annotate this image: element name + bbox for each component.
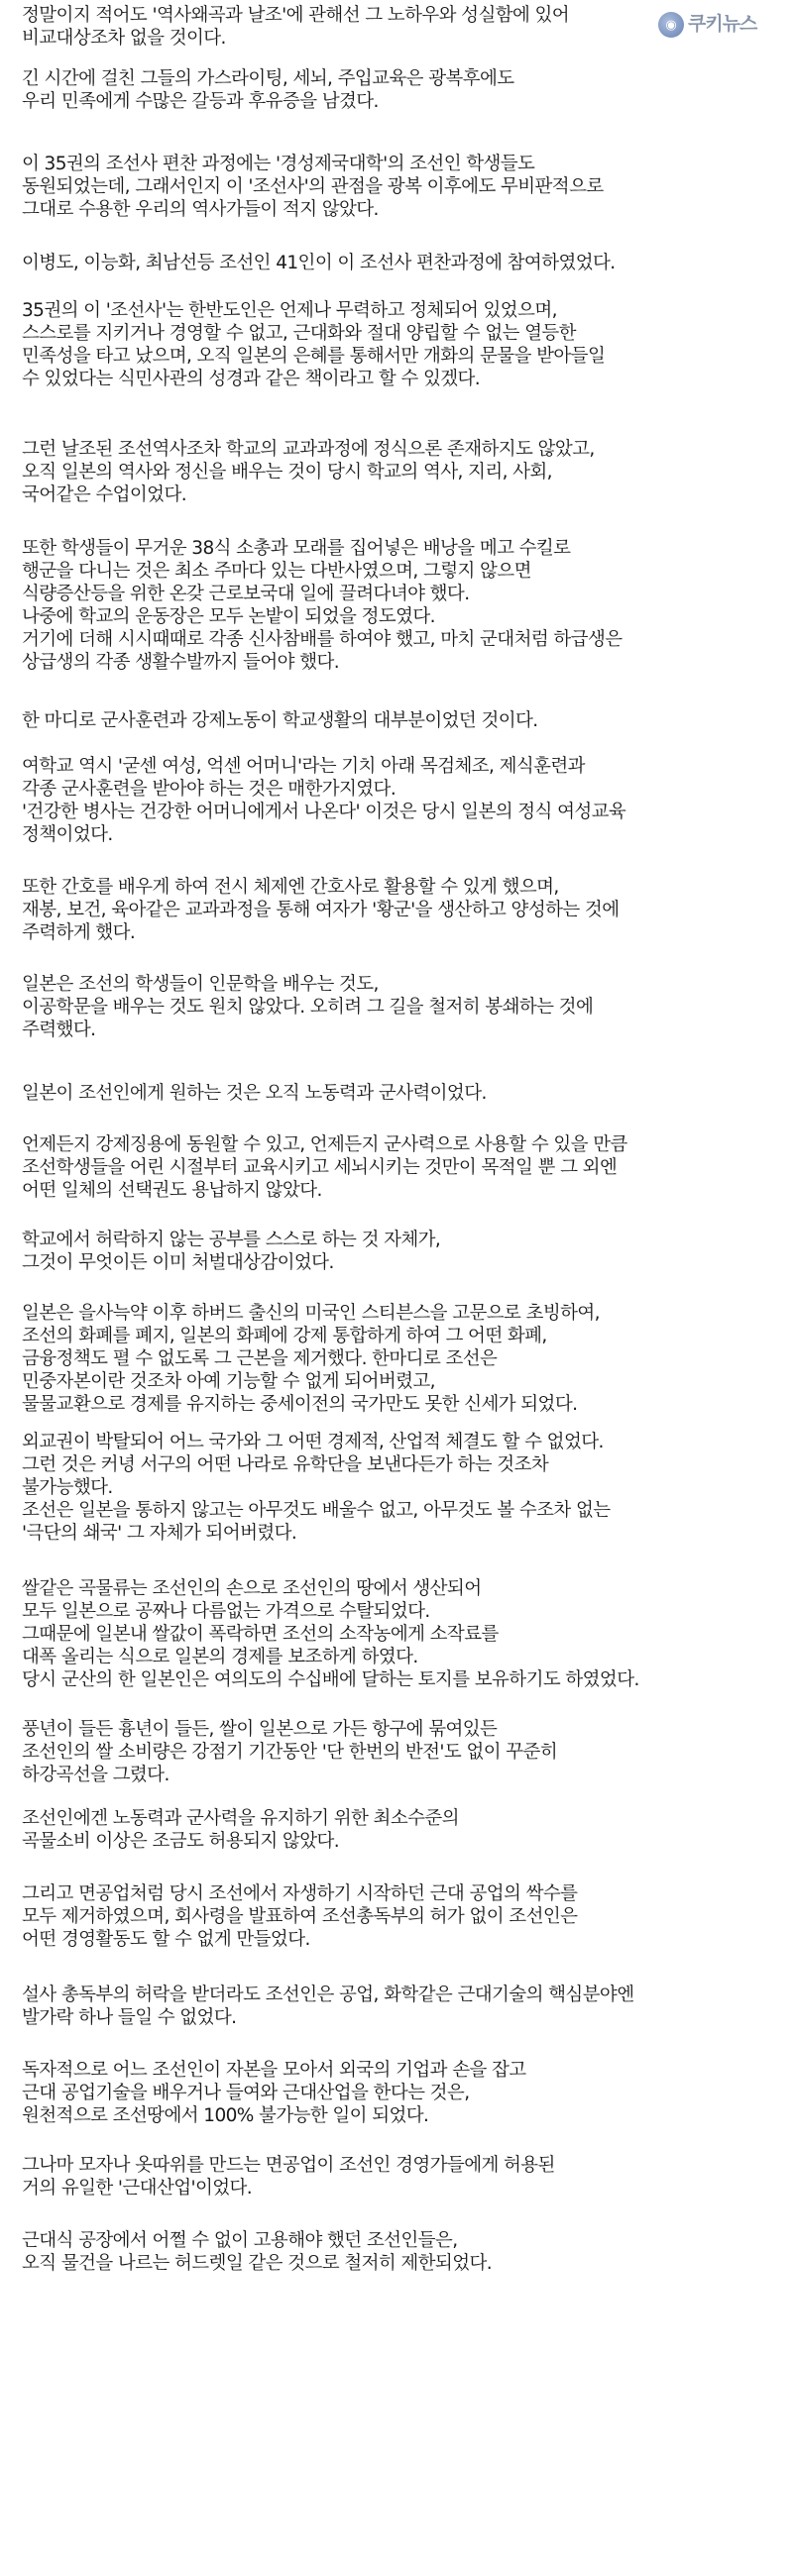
site-logo-icon: ◉	[658, 12, 684, 38]
paragraph-4: 이병도, 이능화, 최남선등 조선인 41인이 이 조선사 편찬과정에 참여하였었다.	[22, 253, 616, 273]
paragraph-3: 이 35권의 조선사 편찬 과정에는 '경성제국대학'의 조선인 학생들도 동원되었는데, 그래서인지 이 '조선사'의 관점을 광복 이후에도 무비판적으로 그대로 수용한 우리의 역사가들이 적지 않았다.	[22, 154, 604, 220]
paragraph-6: 그런 날조된 조선역사조차 학교의 교과과정에 정식으론 존재하지도 않았고, 오직 일본의 역사와 정신을 배우는 것이 당시 학교의 역사, 지리, 사회, 국어같은 수업이었다.	[22, 439, 595, 505]
paragraph-9: 여학교 역시 '굳센 여성, 억센 어머니'라는 기치 아래 목검체조, 제식훈련과 각종 군사훈련을 받아야 하는 것은 매한가지였다. '건강한 병사는 건강한 어머니에게서 나온다' 이것은 당시 일본의 정식 여성교육 정책이었다.	[22, 756, 626, 845]
paragraph-21: 설사 총독부의 허락을 받더라도 조선인은 공업, 화학같은 근대기술의 핵심분야엔 발가락 하나 들일 수 없었다.	[22, 1985, 634, 2028]
paragraph-12: 일본이 조선인에게 원하는 것은 오직 노동력과 군사력이었다.	[22, 1083, 487, 1104]
paragraph-22: 독자적으로 어느 조선인이 자본을 모아서 외국의 기업과 손을 잡고 근대 공업기술을 배우거나 들여와 근대산업을 한다는 것은, 원천적으로 조선땅에서 100% 불가능한 일이 되었다.	[22, 2060, 526, 2126]
paragraph-7: 또한 학생들이 무거운 38식 소총과 모래를 집어넣은 배낭을 메고 수킬로 행군을 다니는 것은 최소 주마다 있는 다반사였으며, 그렇지 않으면 식량증산등을 위한 온갖 근로보국대 일에 끌려다녀야 했다. 나중에 학교의 운동장은 모두 논밭이 되었을 정도였다. 거기에 더해 시시때때로 각종 신사참배를 하여야 했고, 마치 군대처럼 하급생은 상급생의 각종 생활수발까지 들어야 했다.	[22, 538, 623, 673]
paragraph-23: 그나마 모자나 옷따위를 만드는 면공업이 조선인 경영가들에게 허용된 거의 유일한 '근대산업'이었다.	[22, 2155, 555, 2199]
paragraph-2: 긴 시간에 걸친 그들의 가스라이팅, 세뇌, 주입교육은 광복후에도 우리 민족에게 수많은 갈등과 후유증을 남겼다.	[22, 68, 514, 112]
paragraph-17: 쌀같은 곡물류는 조선인의 손으로 조선인의 땅에서 생산되어 모두 일본으로 공짜나 다름없는 가격으로 수탈되었다. 그때문에 일본내 쌀값이 폭락하면 조선의 소작농에게 소작료를 대폭 올리는 식으로 일본의 경제를 보조하게 하였다. 당시 군산의 한 일본인은 여의도의 수십배에 달하는 토지를 보유하기도 하였었다.	[22, 1578, 639, 1690]
paragraph-13: 언제든지 강제징용에 동원할 수 있고, 언제든지 군사력으로 사용할 수 있을 만큼 조선학생들을 어린 시절부터 교육시키고 세뇌시키는 것만이 목적일 뿐 그 외엔 어떤 일체의 선택권도 용납하지 않았다.	[22, 1134, 627, 1201]
paragraph-10: 또한 간호를 배우게 하여 전시 체제엔 간호사로 활용할 수 있게 했으며, 재봉, 보건, 육아같은 교과과정을 통해 여자가 '황군'을 생산하고 양성하는 것에 주력하게 했다.	[22, 877, 620, 943]
paragraph-8: 한 마디로 군사훈련과 강제노동이 학교생활의 대부분이었던 것이다.	[22, 710, 538, 731]
paragraph-11: 일본은 조선의 학생들이 인문학을 배우는 것도, 이공학문을 배우는 것도 원치 않았다. 오히려 그 길을 철저히 봉쇄하는 것에 주력했다.	[22, 974, 594, 1040]
paragraph-15: 일본은 을사늑약 이후 하버드 출신의 미국인 스티븐스을 고문으로 초빙하여, 조선의 화폐를 폐지, 일본의 화폐에 강제 통합하게 하여 그 어떤 화폐, 금융정책도 펼 수 없도록 그 근본을 제거했다. 한마디로 조선은 민중자본이란 것조차 아예 기능할 수 없게 되어버렸고, 물물교환으로 경제를 유지하는 중세이전의 국가만도 못한 신세가 되었다.	[22, 1303, 600, 1415]
paragraph-19: 조선인에겐 노동력과 군사력을 유지하기 위한 최소수준의 곡물소비 이상은 조금도 허용되지 않았다.	[22, 1808, 459, 1852]
site-watermark	[658, 6, 775, 44]
watermark-name: 쿠키뉴스	[688, 12, 757, 35]
paragraph-20: 그리고 면공업처럼 당시 조선에서 자생하기 시작하던 근대 공업의 싹수를 모두 제거하였으며, 회사령을 발표하여 조선총독부의 허가 없이 조선인은 어떤 경영활동도 할 수 없게 만들었다.	[22, 1883, 578, 1950]
paragraph-1: 정말이지 적어도 '역사왜곡과 날조'에 관해선 그 노하우와 성실함에 있어 비교대상조차 없을 것이다.	[22, 5, 570, 49]
paragraph-14: 학교에서 허락하지 않는 공부를 스스로 하는 것 자체가, 그것이 무엇이든 이미 처벌대상감이었다.	[22, 1230, 441, 1273]
paragraph-5: 35권의 이 '조선사'는 한반도인은 언제나 무력하고 정체되어 있었으며, 스스로를 지키거나 경영할 수 없고, 근대화와 절대 양립할 수 없는 열등한 민족성을 타고 났으며, 오직 일본의 은혜를 통해서만 개화의 문물을 받아들일 수 있었다는 식민사관의 성경과 같은 책이라고 할 수 있겠다.	[22, 300, 606, 389]
paragraph-16: 외교권이 박탈되어 어느 국가와 그 어떤 경제적, 산업적 체결도 할 수 없었다. 그런 것은 커녕 서구의 어떤 나라로 유학단을 보낸다든가 하는 것조차 불가능했다. 조선은 일본을 통하지 않고는 아무것도 배울수 없고, 아무것도 볼 수조차 없는 '극단의 쇄국' 그 자체가 되어버렸다.	[22, 1432, 611, 1544]
paragraph-18: 풍년이 들든 흉년이 들든, 쌀이 일본으로 가든 항구에 묶여있든 조선인의 쌀 소비량은 강점기 기간동안 '단 한번의 반전'도 없이 꾸준히 하강곡선을 그렸다.	[22, 1719, 558, 1785]
paragraph-24: 근대식 공장에서 어쩔 수 없이 고용해야 했던 조선인들은, 오직 물건을 나르는 허드렛일 같은 것으로 철저히 제한되었다.	[22, 2230, 493, 2274]
